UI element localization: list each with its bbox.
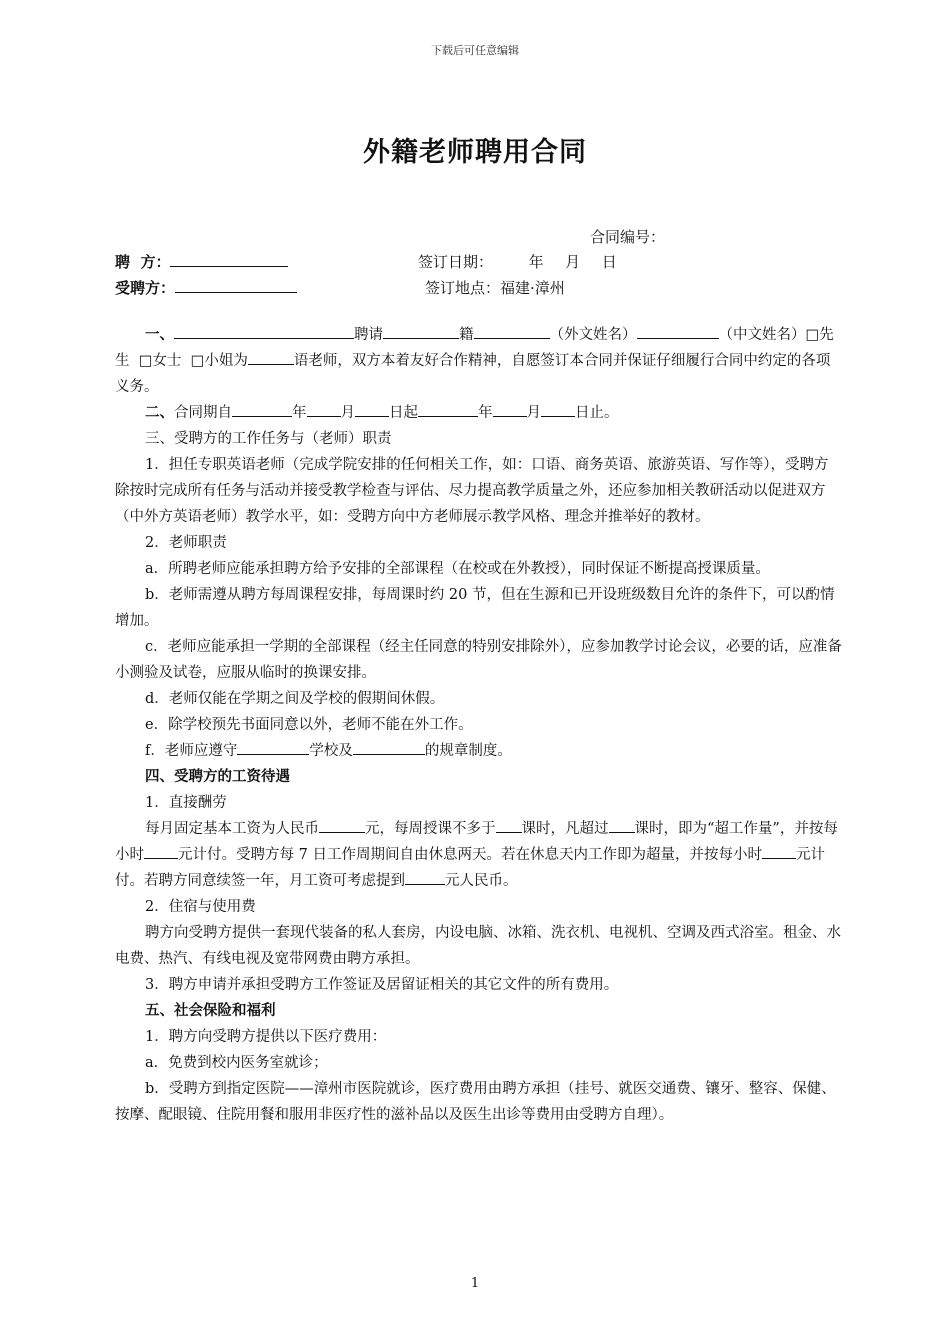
section-3-item-d: d．老师仅能在学期之间及学校的假期间休假。: [145, 691, 445, 707]
salary-text: 元计付。受聘方每 7 日工作周期间自由休息两天。若在休息天内工作即为超量，并按每小时: [178, 847, 762, 863]
section-5-item-a: a．免费到校内医务室就诊；: [145, 1055, 328, 1071]
blank: [637, 324, 719, 339]
clause-1: [115, 322, 842, 400]
contract-body: [115, 322, 842, 1128]
section-3-item-a: a．所聘老师应能承担聘方给予安排的全部课程（在校或在外教授），同时保证不断提高授课质量。: [145, 561, 770, 577]
clause-2-number: 二、: [145, 405, 174, 421]
employer-row: [115, 251, 288, 272]
blank: [493, 402, 527, 417]
blank: [496, 818, 522, 833]
housing-paragraph: 聘方向受聘方提供一套现代装备的私人套房，内设电脑、冰箱、洗衣机、电视机、空调及西式浴室。租金、水电费、热汽、有线电视及宽带网费由聘方承担。: [115, 925, 841, 967]
blank: [144, 844, 178, 859]
section-3-item-c: c．老师应能承担一学期的全部课程（经主任同意的特别安排除外），应参加教学讨论会议，必要的话，应准备小测验及试卷，应服从临时的换课安排。: [115, 639, 842, 681]
month-label: 月: [565, 253, 581, 271]
sign-place: 签订地点：福建·漳州: [425, 279, 565, 297]
section-3-item-2: 2．老师职责: [145, 535, 227, 551]
sign-date-label: 签订日期：: [418, 253, 494, 271]
employer-label: 聘 方：: [115, 253, 171, 271]
blank: [355, 402, 389, 417]
employee-blank: [175, 278, 297, 293]
clause-1-text: （中文姓名）□先生 □女士 □小姐为: [115, 327, 834, 369]
blank: [418, 402, 478, 417]
employee-label: 受聘方：: [115, 279, 176, 297]
section-5-item-1: 1．聘方向受聘方提供以下医疗费用：: [145, 1029, 387, 1045]
section-3-heading: 三、受聘方的工作任务与（老师）职责: [145, 431, 392, 447]
contract-number-label: 合同编号：: [590, 228, 666, 246]
section-3-item-1: 1．担任专职英语老师（完成学院安排的任何相关工作，如：口语、商务英语、旅游英语、写作等），受聘方除按时完成所有任务与活动并接受教学检查与评估、尽力提高教学质量之外，还应参加相关教研活动以促进双方（中外方英语老师）教学水平，如：受聘方向中方老师展示教学风格、理念并推举好的教材。: [115, 457, 829, 525]
section-3-item-e: e．除学校预先书面同意以外，老师不能在外工作。: [145, 717, 473, 733]
clause-2-text: 合同期自: [174, 405, 232, 421]
salary-text: 元，每周授课不多于: [365, 821, 496, 837]
blank: [237, 740, 309, 755]
clause-2-text: 年: [478, 405, 493, 421]
blank: [248, 350, 294, 365]
blank: [405, 870, 445, 885]
blank: [353, 740, 425, 755]
blank: [319, 818, 365, 833]
section-5-item-b: b．受聘方到指定医院——漳州市医院就诊，医疗费用由聘方承担（挂号、就医交通费、镶牙、整容、保健、按摩、配眼镜、住院用餐和服用非医疗性的滋补品以及医生出诊等费用由受聘方自理）。: [115, 1081, 836, 1123]
salary-text: 课时，即为“超工作量”，并按每小时: [115, 821, 838, 863]
item-f-text: f．老师应遵守: [145, 743, 238, 759]
clause-2-text: 月: [340, 405, 355, 421]
blank: [762, 844, 796, 859]
document-title: 外籍老师聘用合同: [363, 137, 587, 168]
salary-text: 元人民币。: [445, 873, 518, 889]
blank: [474, 324, 550, 339]
section-4-item-3: 3．聘方申请并承担受聘方工作签证及居留证相关的其它文件的所有费用。: [145, 977, 619, 993]
download-note: 下载后可任意编辑: [431, 44, 519, 57]
clause-2: [115, 400, 842, 426]
clause-1-text: 语老师，双方本着友好合作精神，自愿签订本合同并保证仔细履行合同中约定的各项义务。: [115, 353, 831, 395]
blank: [174, 324, 354, 339]
clause-1-number: 一、: [145, 327, 174, 343]
blank: [609, 818, 635, 833]
section-4-heading: 四、受聘方的工资待遇: [145, 769, 290, 785]
clause-1-text: 籍: [459, 327, 474, 343]
clause-2-text: 月: [526, 405, 541, 421]
section-5-heading: 五、社会保险和福利: [145, 1003, 276, 1019]
section-3-item-f: [115, 738, 842, 764]
salary-paragraph: [115, 816, 842, 894]
blank: [232, 402, 292, 417]
salary-text: 元计付。若聘方同意续签一年，月工资可考虑提到: [115, 847, 825, 889]
salary-text: 课时，凡超过: [521, 821, 609, 837]
year-label: 年: [528, 253, 544, 271]
blank: [541, 402, 575, 417]
section-3-item-b: b．老师需遵从聘方每周课程安排，每周课时约 20 节，但在生源和已开设班级数目允许的条件下，可以酌情增加。: [115, 587, 835, 629]
blank: [307, 402, 341, 417]
salary-text: 每月固定基本工资为人民币: [145, 821, 319, 837]
blank: [383, 324, 459, 339]
clause-2-text: 日止。: [575, 405, 619, 421]
day-label: 日: [601, 253, 617, 271]
employee-row: [115, 277, 297, 298]
section-4-item-1: 1．直接酬劳: [145, 795, 227, 811]
clause-2-text: 年: [292, 405, 307, 421]
clause-2-text: 日起: [389, 405, 418, 421]
clause-1-text: 聘请: [354, 327, 383, 343]
item-f-text: 学校及: [309, 743, 353, 759]
item-f-text: 的规章制度。: [424, 743, 512, 759]
employer-blank: [170, 252, 288, 267]
page-number: 1: [470, 1276, 480, 1291]
sign-date-row: [418, 251, 617, 272]
clause-1-text: （外文姓名）: [549, 327, 637, 343]
section-4-item-2: 2．住宿与使用费: [145, 899, 256, 915]
